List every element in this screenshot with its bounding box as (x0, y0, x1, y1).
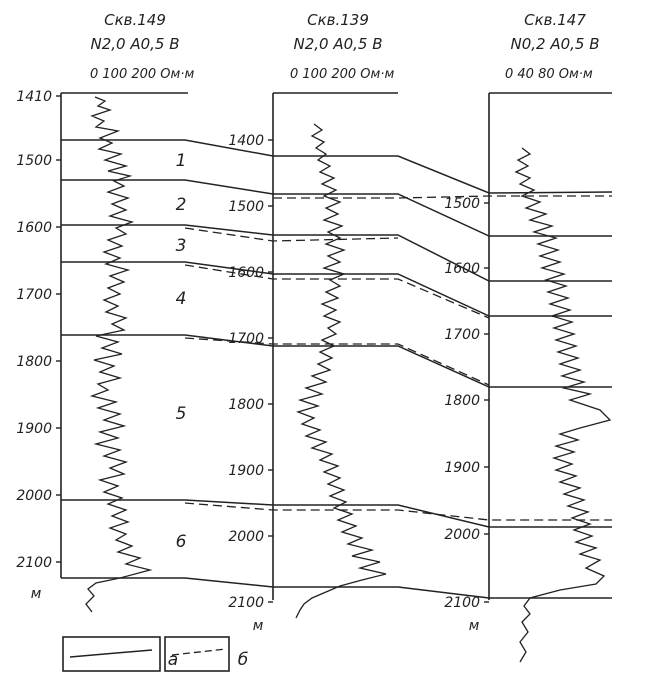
layer-labels (176, 151, 187, 552)
depth-label: 1600 (16, 220, 52, 236)
well-139-title: Скв.139 (307, 11, 369, 29)
legend-solid-label: а (167, 650, 179, 670)
depth-label: 2000 (444, 527, 480, 543)
well-139-header (290, 11, 394, 82)
depth-label: 1700 (444, 327, 480, 343)
well-139-scale: 0 100 200 Ом·м (290, 67, 395, 82)
layer-label-6: 6 (175, 532, 187, 552)
well-149-header (90, 11, 194, 82)
depth-label: 1800 (228, 397, 264, 413)
legend-dashed-line (172, 649, 226, 655)
legend-dashed-label: б (237, 650, 249, 670)
layer-label-3: 3 (175, 236, 187, 256)
layer-label-5: 5 (175, 404, 187, 424)
depth-unit: м (30, 586, 42, 602)
horizon-line (61, 335, 612, 387)
depth-label: 1500 (228, 199, 264, 215)
depth-label: 1900 (16, 421, 52, 437)
horizon-line (61, 140, 612, 193)
well-147-header (505, 11, 600, 82)
well-147-scale: 0 40 80 Ом·м (505, 67, 593, 82)
depth-label: 1800 (16, 354, 52, 370)
depth-unit: м (252, 618, 264, 634)
depth-label: 1700 (228, 331, 264, 347)
layer-label-1: 1 (175, 151, 187, 171)
well-149-depth-ticks (16, 89, 61, 602)
depth-unit: м (468, 618, 480, 634)
well-147-log-curve (516, 148, 610, 662)
legend (63, 637, 248, 671)
depth-label: 2000 (16, 488, 52, 504)
depth-label: 1600 (444, 261, 480, 277)
depth-label: 1400 (228, 133, 264, 149)
depth-label: 1900 (228, 463, 264, 479)
well-139-params: N2,0 A0,5 B (293, 35, 383, 53)
depth-label: 2100 (228, 595, 264, 611)
well-147-title: Скв.147 (524, 11, 586, 29)
depth-label: 2100 (16, 555, 52, 571)
depth-label: 1700 (16, 287, 52, 303)
legend-solid-line (70, 650, 152, 657)
well-147-params: N0,2 A0,5 B (510, 35, 600, 53)
depth-label: 1600 (228, 265, 264, 281)
well-149-title: Скв.149 (104, 11, 166, 29)
well-149-params: N2,0 A0,5 B (90, 35, 180, 53)
depth-label: 2000 (228, 529, 264, 545)
layer-label-2: 2 (175, 195, 187, 215)
depth-label: 1500 (444, 196, 480, 212)
depth-label: 1410 (16, 89, 52, 105)
horizon-line (61, 500, 612, 527)
depth-label: 1900 (444, 460, 480, 476)
layer-label-4: 4 (175, 289, 187, 309)
well-149-scale: 0 100 200 Ом·м (90, 67, 195, 82)
depth-label: 1500 (16, 153, 52, 169)
well-149-log-curve (86, 97, 150, 612)
well-139-depth-ticks (228, 133, 273, 634)
horizon-line (61, 262, 612, 316)
depth-label: 1800 (444, 393, 480, 409)
depth-label: 2100 (444, 595, 480, 611)
